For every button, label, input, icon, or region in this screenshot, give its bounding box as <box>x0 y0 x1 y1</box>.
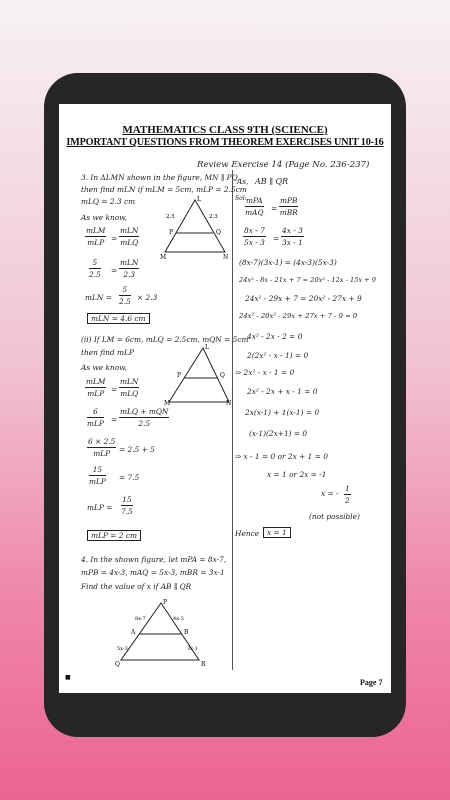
equals: = <box>273 234 280 243</box>
answer-q3: mLN = 4.6 cm <box>87 313 150 324</box>
side-label-2: 2.3 <box>209 214 218 220</box>
fraction: $\frac{15}{7.5}$ <box>121 495 133 516</box>
label-P: P <box>169 229 174 236</box>
fraction: mLN mLQ <box>120 377 139 398</box>
step-line: 4x² - 2x - 2 = 0 <box>247 332 303 341</box>
fraction: $\frac{5}{2.5}$ <box>89 258 101 279</box>
step-line: (x-1)(2x+1) = 0 <box>249 429 308 438</box>
fraction: 6 mLP <box>87 407 104 428</box>
answer-q-ii: mLP = 2 cm <box>87 530 141 541</box>
label-Q: Q <box>216 229 221 236</box>
side-label-3: 5x-3 <box>117 646 128 652</box>
step-mln: mLN = <box>85 293 112 302</box>
step-mlp: mLP = <box>87 503 113 512</box>
label-P: P <box>177 372 182 379</box>
equals: = <box>111 385 118 394</box>
triangle-figure-1 <box>159 196 231 260</box>
fraction: 15 mLP <box>89 465 106 486</box>
step-line: 2x(x-1) + 1(x-1) = 0 <box>245 408 320 417</box>
label-L: L <box>205 344 209 351</box>
q-ii-line2: then find mLP <box>81 348 134 357</box>
side-label-1: 8x-7 <box>135 616 146 622</box>
page-subtitle: IMPORTANT QUESTIONS FROM THEOREM EXERCISES UNIT 10-16 <box>66 137 384 148</box>
step-g6: = 7.5 <box>119 473 140 482</box>
as-we-know-1: As we know, <box>81 213 128 222</box>
label-M: M <box>164 400 171 406</box>
q4-line3: Find the value of x if AB ∥ QR <box>81 582 192 591</box>
step-line: 24x² - 29x + 7 = 20x² - 27x + 9 <box>245 294 362 303</box>
step-line: ⇒ 2x² - x - 1 = 0 <box>235 368 295 377</box>
q3-line3: mLQ = 2.3 cm <box>81 197 136 206</box>
step-line: 24x² - 8x - 21x + 7 = 20x² - 12x - 15x + 9 <box>239 276 376 284</box>
page-number: Page 7 <box>360 678 383 687</box>
q3-line1: 3. In ΔLMN shown in the figure, MN ∥ PQ, <box>81 173 240 182</box>
not-possible-note: (not possible) <box>309 512 360 521</box>
q3-line2: then find mLN if mLM = 5cm, mLP = 2.5cm <box>81 185 247 194</box>
label-M: M <box>160 254 167 260</box>
label-Q: Q <box>115 661 120 668</box>
equals: = <box>111 266 118 275</box>
step-mln-b: × 2.3 <box>137 293 158 302</box>
step-line: x = - <box>321 489 339 498</box>
triangle-figure-2 <box>163 342 233 406</box>
equals: = <box>111 415 118 424</box>
page-title: MATHEMATICS CLASS 9TH (SCIENCE) <box>122 124 328 136</box>
label-Q: Q <box>220 372 225 379</box>
q-ii-line1: (ii) If LM = 6cm, mLQ = 2.5cm, mQN = 5cm <box>81 335 249 344</box>
fraction: $\frac{8x - 7}{5x - 3}$ <box>244 226 265 247</box>
column-divider <box>232 170 233 670</box>
as-label: As, <box>237 177 249 186</box>
step-line: (8x-7)(3x-1) = (4x-3)(5x-3) <box>239 258 337 267</box>
review-heading: Review Exercise 14 (Page No. 236-237) <box>197 160 370 170</box>
sol-label: Sol: <box>235 195 247 202</box>
bullet-mark: ■ <box>65 674 71 681</box>
as-we-know-2: As we know, <box>81 363 128 372</box>
side-label-1: 2.5 <box>166 214 175 220</box>
label-N: N <box>223 254 229 260</box>
final-answer: x = 1 <box>263 527 291 538</box>
fraction: mLM mLP <box>86 226 106 247</box>
fraction: $\frac{4x - 3}{3x - 1}$ <box>282 226 303 247</box>
fraction: mPB mBR <box>279 196 298 217</box>
fraction: 6 × 2.5 mLP <box>88 437 116 458</box>
fraction: $\frac{5}{2.5}$ <box>119 285 131 306</box>
step-line: 2(2x² - x - 1) = 0 <box>247 351 309 360</box>
side-label-4: 3x-1 <box>187 646 198 652</box>
step-line: 24x² - 20x² - 29x + 27x + 7 - 9 = 0 <box>239 312 358 320</box>
document-page <box>59 104 391 693</box>
label-L: L <box>197 196 201 203</box>
label-R: R <box>201 661 206 668</box>
step-line: x = 1 or 2x = -1 <box>267 470 327 479</box>
label-A: A <box>131 629 136 636</box>
fraction: $\frac{1}{2}$ <box>345 484 350 505</box>
side-label-2: 4x-3 <box>173 616 184 622</box>
label-B: B <box>184 629 189 636</box>
hence-label: Hence <box>235 529 260 538</box>
label-N: N <box>226 400 232 406</box>
label-P: P <box>163 599 168 606</box>
equals: = <box>271 204 278 213</box>
equals: = <box>111 234 118 243</box>
ab-parallel-qr: AB ∥ QR <box>255 177 289 186</box>
fraction: mPA mAQ <box>245 196 264 217</box>
fraction: mLN 2.3 <box>120 258 139 279</box>
step-g5: = 2.5 + 5 <box>119 445 155 454</box>
fraction: mLQ + mQN 2.5 <box>120 407 169 428</box>
q4-line1: 4. In the shown figure, let mPA = 8x-7, <box>81 555 227 564</box>
step-line: 2x² - 2x + x - 1 = 0 <box>247 387 318 396</box>
fraction: mLM mLP <box>86 377 106 398</box>
q4-line2: mPB = 4x-3, mAQ = 5x-3, mBR = 3x-1 <box>81 568 225 577</box>
step-line: ⇒ x - 1 = 0 or 2x + 1 = 0 <box>235 452 328 461</box>
triangle-figure-3 <box>111 598 211 668</box>
fraction: mLN mLQ <box>120 226 139 247</box>
